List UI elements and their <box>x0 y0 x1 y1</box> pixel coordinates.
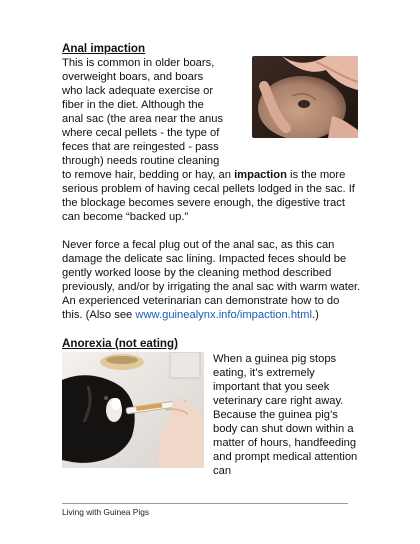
paragraph-continuation <box>62 168 362 224</box>
text-line: feces that are reingested - pass <box>62 141 219 153</box>
footer-divider <box>62 503 348 504</box>
text-run: to remove hair, bedding or hay, an <box>62 169 235 181</box>
text-line: through) needs routine cleaning <box>62 155 220 167</box>
section-title-anorexia: Anorexia (not eating) <box>62 337 178 350</box>
text-run: is the more serious problem of having cecal pellets lodged in the sac. If the blockage becomes severe enough, the digestive tract can become “backed up.” <box>62 169 355 223</box>
footer-text: Living with Guinea Pigs <box>62 507 150 517</box>
text-line: fiber in the diet. Although the <box>62 99 204 111</box>
paragraph-warning <box>62 238 362 322</box>
wrapped-text-block <box>62 56 248 168</box>
text-line: where cecal pellets - the type of <box>62 127 220 139</box>
impaction-link[interactable]: www.guinealynx.info/impaction.html <box>135 309 312 321</box>
anorexia-paragraph: When a guinea pig stops eating, it’s extremely important that you seek veterinary care right away. Because the guinea pig’s body can shut down within a matter of hours, handfeeding and prompt medical attention can <box>213 353 358 477</box>
text-line: overweight boars, and boars <box>62 71 204 83</box>
guinea-pig-handfeeding-photo <box>62 352 204 468</box>
text-run: .) <box>311 309 319 321</box>
bold-term-impaction: impaction <box>234 169 287 181</box>
text-run: Never force a fecal plug out of the anal sac, as this can damage the delicate sac lining. Impacted feces should be gently worked loose by the cleaning method described previously, and/or by irrigating the anal sac with warm water. An experienced veterinarian can demonstrate how to do this. (Also see <box>62 239 361 321</box>
text-line: who lack adequate exercise or <box>62 85 214 97</box>
section-title-anal-impaction: Anal impaction <box>62 42 146 55</box>
text-line: anal sac (the area near the anus <box>62 113 224 125</box>
text-line: This is common in older boars, <box>62 57 215 69</box>
guinea-pig-closeup-photo <box>252 56 358 138</box>
